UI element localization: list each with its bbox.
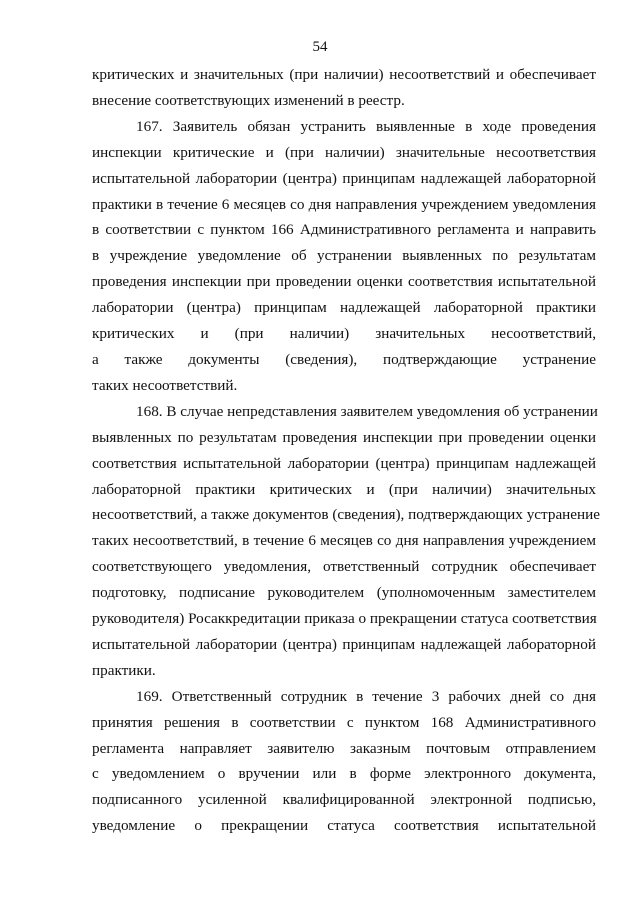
text-line: 167. Заявитель обязан устранить выявленные в ходе проведения — [136, 117, 596, 135]
text-line: несоответствий, а также документов (сведения), подтверждающих устранение — [92, 506, 601, 524]
text-line: испытательной лаборатории (центра) принципам надлежащей лабораторной — [92, 635, 596, 653]
text-line: критических и значительных (при наличии) несоответствий и обеспечивает — [92, 66, 596, 83]
text-line: руководителя) Росаккредитации приказа о прекращении статуса соответствия — [92, 610, 597, 628]
text-line: с уведомлением о вручении или в форме электронного документа, — [92, 765, 596, 783]
body-text — [92, 62, 601, 839]
text-line: в учреждение уведомление об устранении выявленных по результатам — [92, 247, 596, 265]
text-line: принятия решения в соответствии с пунктом 168 Административного — [92, 713, 596, 731]
text-line: испытательной лаборатории (центра) принципам надлежащей лабораторной — [92, 169, 596, 187]
text-line: инспекции критические и (при наличии) значительные несоответствия — [92, 143, 596, 161]
paragraph-169 — [92, 684, 596, 839]
text-line: 169. Ответственный сотрудник в течение 3 рабочих дней со дня — [136, 687, 596, 705]
text-line: в соответствии с пунктом 166 Административного регламента и направить — [92, 221, 596, 239]
page-number: 54 — [312, 39, 328, 55]
text-line: таких несоответствий. — [92, 376, 238, 394]
text-line: практики. — [92, 661, 156, 679]
text-line: уведомление о прекращении статуса соответствия испытательной — [92, 817, 596, 835]
text-line: лаборатории (центра) принципам надлежащей лабораторной практики — [92, 299, 596, 317]
text-line: регламента направляет заявителю заказным почтовым отправлением — [92, 739, 596, 757]
text-line: проведения инспекции при проведении оценки соответствия испытательной — [92, 273, 596, 291]
text-line: таких несоответствий, в течение 6 месяцев со дня направления учреждением — [92, 532, 596, 550]
text-line: соответствия испытательной лаборатории (центра) принципам надлежащей — [92, 454, 596, 472]
text-line: лабораторной практики критических и (при наличии) значительных — [92, 480, 596, 498]
paragraph-167 — [92, 114, 596, 399]
text-line: критических и (при наличии) значительных несоответствий, — [92, 325, 596, 343]
text-line: выявленных по результатам проведения инспекции при проведении оценки — [92, 428, 596, 446]
text-line: 168. В случае непредставления заявителем уведомления об устранении — [136, 402, 598, 420]
text-line: практики в течение 6 месяцев со дня направления учреждением уведомления — [92, 195, 596, 213]
text-line: а также документы (сведения), подтверждающие устранение — [92, 350, 596, 368]
text-line: подписанного усиленной квалифицированной электронной подписью, — [92, 791, 596, 809]
text-line: соответствующего уведомления, ответственный сотрудник обеспечивает — [92, 558, 596, 576]
text-line: подготовку, подписание руководителем (уполномоченным заместителем — [92, 584, 596, 602]
text-line: внесение соответствующих изменений в реестр. — [92, 91, 405, 109]
paragraph-continuation — [92, 62, 596, 114]
paragraph-168 — [92, 399, 601, 684]
